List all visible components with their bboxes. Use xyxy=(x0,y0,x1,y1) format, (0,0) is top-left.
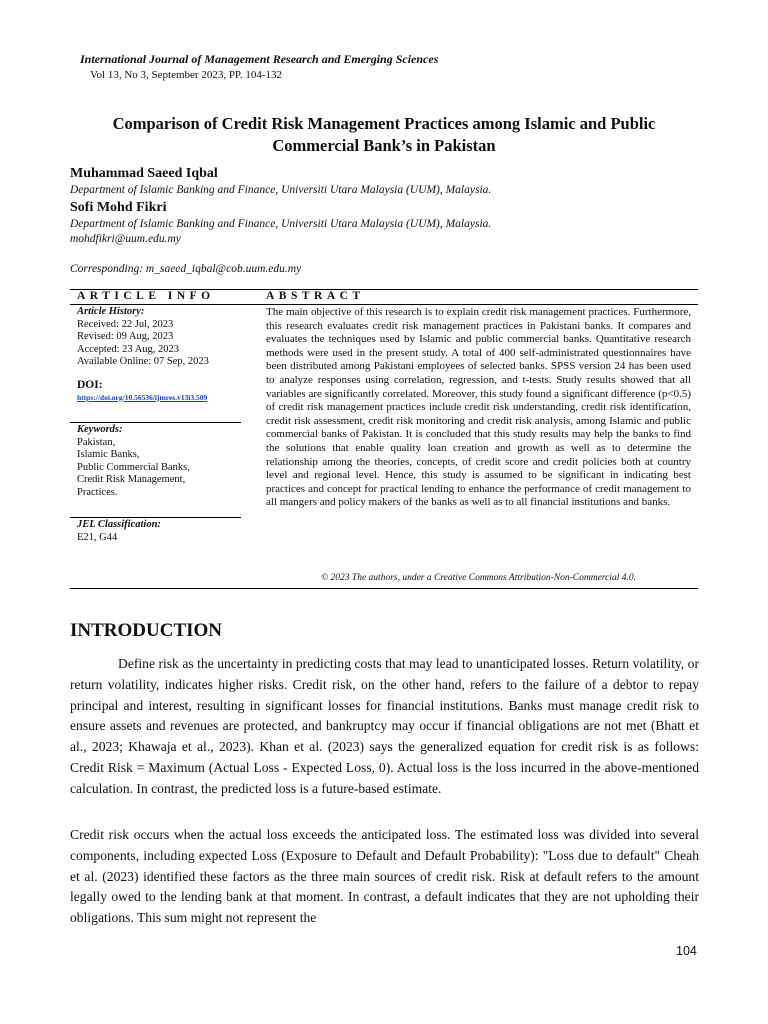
abstract-heading: ABSTRACT xyxy=(266,290,365,302)
article-info-heading: ARTICLE INFO xyxy=(77,290,215,302)
article-history xyxy=(77,306,241,404)
table-header-rule xyxy=(70,304,698,305)
abstract-text: The main objective of this research is to explain credit risk management practices. Furthermore, this research evaluates credit risk management practices in Pakistani banks. It compares and evaluates the techniques used by Islamic and public commercial banks. Quantitative research methods were used in the present study. A total of 400 self-administrated questionnaires have been distributed among Pakistani employees of selected banks. SPSS version 24 has been used to analyze responses using correlation, regression, and t-tests. Study results showed that all variables are significantly correlated. Moreover, this study found a significant difference (p<0.5) of credit risk management practices include credit risk understanding, credit risk identification, credit risk assessment, credit risk monitoring and credit risk analysis, among Islamic and public commercial banks of Pakistan. It is concluded that this study results may help the banks to find the solutions that enable quality loan creation and growth as well as to determine the relationship among the theories, concepts, of credit score and credit policies both at country level and regional level. Hence, this study is assumed to be significant in indicating best practices and concept for practical lending to enhance the performance of credit management to all mangers and policy makers of the banks as well as to all financial institutions and banks. xyxy=(266,306,691,509)
volume-info: Vol 13, No 3, September 2023, PP. 104-132 xyxy=(90,69,282,81)
corresponding-author: Corresponding: m_saeed_iqbal@cob.uum.edu.my xyxy=(70,263,302,275)
keyword-item: Public Commercial Banks, xyxy=(77,461,190,473)
keyword-item: Credit Risk Management, xyxy=(77,474,186,486)
keyword-item: Pakistan, xyxy=(77,436,116,448)
body-paragraph: Define risk as the uncertainty in predicting costs that may lead to unanticipated losses. Return volatility, or return volatility, indicates higher risks. Credit risk, on the other hand, refers to the failure of a debtor to repay principal and interest, resulting in significant losses for financial institutions. Banks must manage credit risk to ensure assets and revenues are protected, and bankruptcy may occur if financial obligations are not met (Bhatt et al., 2023; Khawaja et al., 2023). Khan et al. (2023) says the generalized equation for credit risk is as follows: Credit Risk = Maximum (Actual Loss - Expected Loss, 0). Actual loss is the loss incurred in the above-mentioned calculation. In contrast, the predicted loss is a future-based estimate. xyxy=(70,656,699,796)
keywords-label: Keywords: xyxy=(77,424,123,435)
author-email[interactable]: mohdfikri@uum.edu.my xyxy=(70,233,181,245)
revised-date: Revised: 09 Aug, 2023 xyxy=(77,331,174,343)
received-date: Received: 22 Jul, 2023 xyxy=(77,318,174,330)
copyright-notice: © 2023 The authors, under a Creative Commons Attribution-Non-Commercial 4.0. xyxy=(320,573,637,583)
info-divider xyxy=(70,422,241,423)
doi-link[interactable]: https://doi.org/10.56536/ijmres.v13i3.509 xyxy=(77,392,208,402)
page-number: 104 xyxy=(676,944,697,958)
author-affiliation: Department of Islamic Banking and Finance, Universiti Utara Malaysia (UUM), Malaysia. xyxy=(70,184,492,196)
keyword-item: Practices. xyxy=(77,486,118,498)
online-date: Available Online: 07 Sep, 2023 xyxy=(77,356,209,368)
info-divider xyxy=(70,517,241,518)
author-name: Sofi Mohd Fikri xyxy=(70,200,167,215)
author-affiliation: Department of Islamic Banking and Finance, Universiti Utara Malaysia (UUM), Malaysia. xyxy=(70,218,492,230)
jel-block xyxy=(77,519,241,544)
keywords-block xyxy=(77,424,241,500)
section-heading: INTRODUCTION xyxy=(70,620,223,641)
accepted-date: Accepted: 23 Aug, 2023 xyxy=(77,343,180,355)
journal-name: International Journal of Management Research and Emerging Sciences xyxy=(80,52,439,66)
author-name: Muhammad Saeed Iqbal xyxy=(70,166,218,181)
jel-codes: E21, G44 xyxy=(77,531,118,543)
doi-label: DOI: xyxy=(77,378,103,391)
keyword-item: Islamic Banks, xyxy=(77,449,140,461)
table-bottom-rule xyxy=(70,588,698,589)
history-label: Article History: xyxy=(77,306,145,317)
jel-label: JEL Classification: xyxy=(77,519,161,530)
body-paragraph: Credit risk occurs when the actual loss exceeds the anticipated loss. The estimated loss was divided into several components, including expected Loss (Exposure to Default and Default Probability): "Loss due to default" Cheah et al. (2023) identified these factors as the three main sources of credit risk. Risk at default refers to the amount legally owed to the lending bank at that moment. In contrast, a default indicates that they are not upholding their obligations. This sum might not represent the xyxy=(70,827,699,926)
paper-title: Comparison of Credit Risk Management Practices among Islamic and Public Commercial Bank’s in Pakistan xyxy=(112,114,656,155)
